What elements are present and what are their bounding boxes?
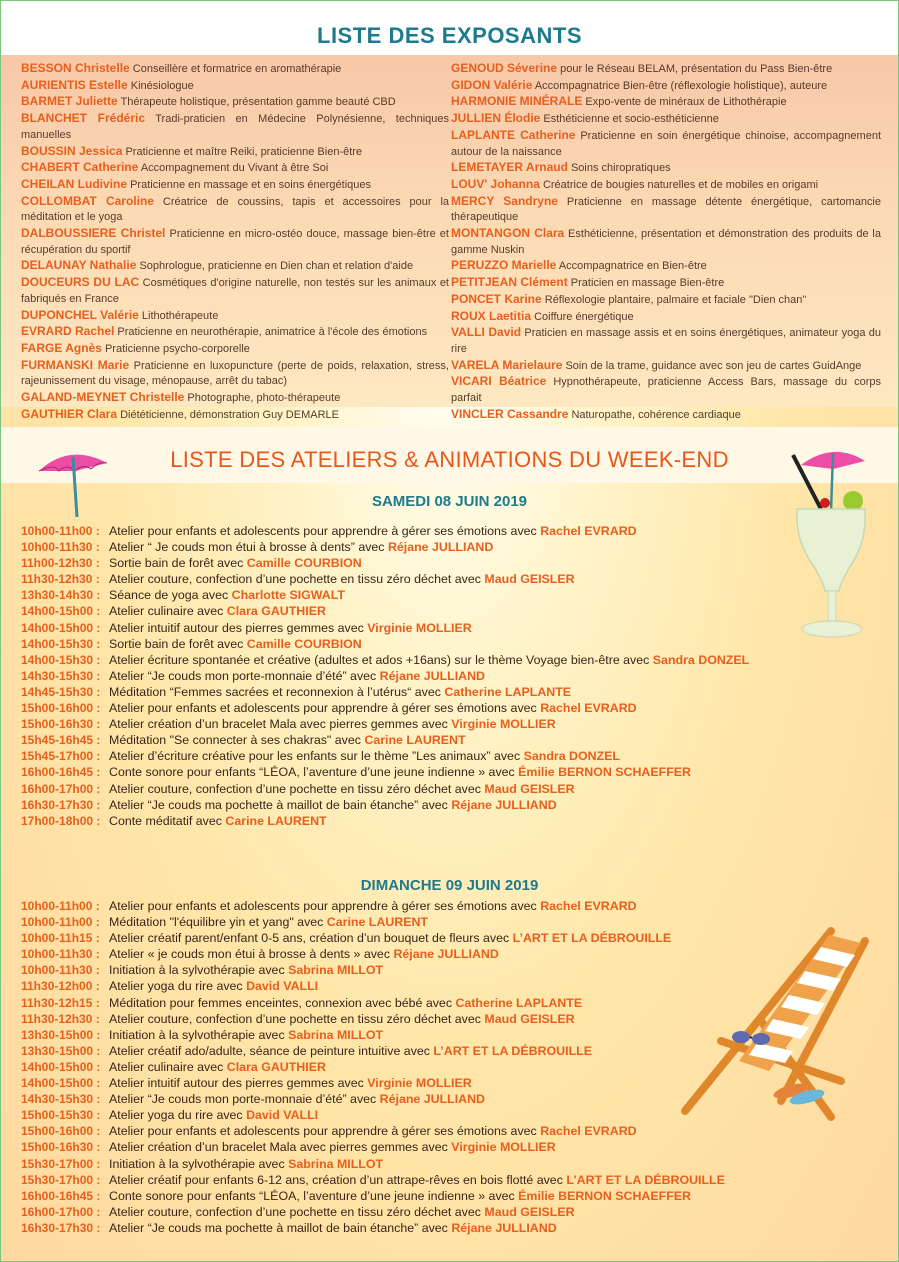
- exposant-entry: [451, 94, 881, 111]
- schedule-person: Réjane JULLIAND: [451, 797, 557, 812]
- schedule-time: 16h00-17h00 :: [21, 1204, 101, 1219]
- schedule-time: 11h30-12h15 :: [21, 995, 100, 1010]
- schedule-time: 10h00-11h00 :: [21, 915, 100, 930]
- schedule-activity: Méditation "Se connecter à ses chakras" avec: [109, 733, 365, 748]
- exposant-entry: [451, 309, 881, 326]
- schedule-activity: Atelier yoga du rire avec: [109, 1108, 247, 1123]
- schedule-activity: Atelier couture, confection d’une pochette en tissu zéro déchet avec: [109, 1011, 485, 1026]
- schedule-time: 15h00-16h30 :: [21, 717, 101, 732]
- exposant-entry: [451, 111, 881, 128]
- schedule-person: Carine LAURENT: [225, 813, 327, 828]
- exposant-entry: [21, 226, 449, 258]
- exposant-entry: [451, 177, 881, 194]
- schedule-activity: Sortie bain de forêt avec: [109, 556, 247, 571]
- exposant-description: pour le Réseau BELAM, présentation du Pass Bien-être: [560, 63, 833, 75]
- exposant-entry: [21, 61, 449, 78]
- schedule-row: [21, 1172, 891, 1188]
- schedule-time: 10h00-11h00 :: [21, 524, 100, 538]
- exposant-name: DUPONCHEL Valérie: [21, 307, 139, 322]
- schedule-row: [21, 587, 891, 603]
- exposant-entry: [21, 324, 449, 341]
- schedule-person: Sabrina MILLOT: [288, 1156, 384, 1171]
- schedule-person: Catherine LAPLANTE: [455, 995, 583, 1010]
- exposant-name: VINCLER Cassandre: [451, 406, 569, 421]
- exposants-title: LISTE DES EXPOSANTS: [317, 23, 582, 48]
- schedule-person: Clara GAUTHIER: [226, 1059, 326, 1074]
- schedule-time: 11h30-12h30 :: [21, 1011, 100, 1026]
- schedule-person: Catherine LAPLANTE: [444, 684, 572, 699]
- exposant-entry: [451, 226, 881, 258]
- schedule-time: 10h00-11h00 :: [21, 899, 100, 913]
- schedule-row: [21, 668, 891, 684]
- schedule-activity: Atelier pour enfants et adolescents pour apprendre à gérer ses émotions avec: [109, 1124, 541, 1139]
- schedule-activity: Atelier yoga du rire avec: [109, 979, 247, 994]
- exposant-entry: [451, 128, 881, 160]
- schedule-time: 15h00-15h30 :: [21, 1108, 101, 1123]
- exposant-entry: [21, 258, 449, 275]
- exposant-description: Lithothérapeute: [141, 309, 219, 322]
- schedule-activity: Atelier couture, confection d’une pochette en tissu zéro déchet avec: [109, 572, 485, 587]
- schedule-person: Camille COURBION: [246, 636, 362, 651]
- schedule-person: Virginie MOLLIER: [451, 717, 556, 732]
- schedule-activity: Initiation à la sylvothérapie avec: [109, 963, 289, 978]
- schedule-activity: Atelier création d’un bracelet Mala avec pierres gemmes avec: [109, 1140, 452, 1155]
- schedule-time: 14h00-15h00 :: [21, 604, 101, 619]
- schedule-row: [21, 732, 891, 748]
- exposant-entry: [21, 94, 449, 111]
- schedule-row: [21, 555, 891, 571]
- exposant-description: Créatrice de coussins, tapis et accessoires pour la méditation et le yoga: [21, 195, 450, 224]
- schedule-person: Maud GEISLER: [484, 572, 575, 587]
- samedi-schedule: [21, 523, 891, 829]
- schedule-time: 11h30-12h30 :: [21, 572, 100, 587]
- exposant-name: MERCY Sandryne: [451, 193, 558, 208]
- schedule-time: 15h00-16h00 :: [21, 701, 101, 716]
- schedule-activity: Atelier intuitif autour des pierres gemmes avec: [109, 620, 368, 635]
- schedule-time: 15h00-16h30 :: [21, 1140, 101, 1155]
- schedule-time: 16h00-17h00 :: [21, 781, 101, 796]
- schedule-row: [21, 1139, 891, 1155]
- exposant-name: GENOUD Séverine: [451, 61, 558, 75]
- schedule-time: 11h00-12h30 :: [21, 556, 100, 571]
- exposant-entry: [451, 194, 881, 226]
- exposant-description: Hypnothérapeute, praticienne Access Bars, massage du corps parfait: [451, 376, 881, 405]
- schedule-person: Sandra DONZEL: [523, 749, 620, 764]
- schedule-row: [21, 636, 891, 652]
- schedule-time: 16h30-17h30 :: [21, 1220, 101, 1235]
- exposant-name: LAPLANTE Catherine: [451, 127, 576, 142]
- schedule-activity: Atelier culinaire avec: [109, 604, 227, 619]
- schedule-person: Virginie MOLLIER: [451, 1140, 556, 1155]
- schedule-time: 16h30-17h30 :: [21, 797, 101, 812]
- schedule-time: 14h30-15h30 :: [21, 668, 101, 683]
- exposant-entry: [21, 275, 449, 307]
- exposants-left-column: [21, 61, 449, 423]
- exposant-name: GAUTHIER Clara: [21, 406, 118, 421]
- exposant-entry: [21, 358, 449, 390]
- exposant-description: Cosmétiques d'origine naturelle, non testés sur les animaux et fabriqués en France: [21, 277, 449, 305]
- schedule-row: [21, 603, 891, 619]
- exposant-entry: [21, 144, 449, 161]
- schedule-person: Réjane JULLIAND: [379, 668, 486, 683]
- schedule-activity: Atelier d’écriture créative pour les enfants sur le thème ”Les animaux” avec: [109, 749, 524, 764]
- exposant-description: Accompagnement du Vivant à être Soi: [140, 162, 329, 175]
- deckchair-icon: [661, 921, 881, 1121]
- exposant-entry: [451, 358, 881, 375]
- schedule-person: Rachel EVRARD: [540, 899, 637, 913]
- exposant-description: Praticien en massage assis et en soins énergétiques, animateur yoga du rire: [451, 327, 881, 355]
- exposant-name: CHEILAN Ludivine: [21, 176, 128, 191]
- schedule-person: Émilie BERNON SCHAEFFER: [518, 1188, 691, 1203]
- exposant-description: Sophrologue, praticienne en Dien chan et relation d'aide: [139, 260, 414, 273]
- exposant-name: MONTANGON Clara: [451, 226, 565, 241]
- exposant-description: Esthéticienne et socio-esthéticienne: [543, 113, 719, 126]
- exposant-name: COLLOMBAT Caroline: [21, 193, 154, 208]
- exposant-name: BOUSSIN Jessica: [21, 143, 123, 158]
- exposant-name: BESSON Christelle: [21, 61, 130, 75]
- schedule-time: 10h00-11h30 :: [21, 540, 100, 555]
- schedule-row: [21, 748, 891, 764]
- schedule-activity: Conte méditatif avec: [109, 813, 226, 828]
- exposant-description: Créatrice de bougies naturelles et de mobiles en origami: [542, 178, 819, 191]
- schedule-row: [21, 764, 891, 780]
- schedule-activity: Initiation à la sylvothérapie avec: [109, 1027, 289, 1042]
- schedule-row: [21, 620, 891, 636]
- dimanche-title: DIMANCHE 09 JUIN 2019: [360, 877, 539, 894]
- schedule-activity: Atelier créatif pour enfants 6-12 ans, création d’un attrape-rêves en bois flotté avec: [109, 1172, 567, 1187]
- schedule-person: Sabrina MILLOT: [288, 1027, 384, 1042]
- schedule-person: Rachel EVRARD: [540, 701, 637, 716]
- exposant-name: PONCET Karine: [451, 291, 542, 306]
- schedule-row: [21, 1204, 891, 1220]
- exposant-name: VALLI David: [451, 325, 522, 340]
- exposant-description: Conseillère et formatrice en aromathérapie: [132, 63, 342, 75]
- exposant-description: Praticienne en micro-ostéo douce, massage bien-être et récupération du sportif: [21, 228, 449, 256]
- exposant-name: HARMONIE MINÉRALE: [451, 94, 583, 109]
- exposant-description: Soin de la trame, guidance avec son jeu de cartes GuidAnge: [565, 359, 862, 372]
- exposant-name: GALAND-MEYNET Christelle: [21, 390, 185, 405]
- exposant-description: Kinésiologue: [130, 79, 194, 92]
- exposant-description: Thérapeute holistique, présentation gamme beauté CBD: [120, 96, 396, 109]
- schedule-row: [21, 652, 891, 668]
- schedule-person: Charlotte SIGWALT: [231, 588, 345, 603]
- schedule-activity: Atelier “Je couds ma pochette à maillot de bain étanche” avec: [109, 1220, 452, 1235]
- exposant-description: Praticienne psycho-corporelle: [104, 342, 250, 355]
- exposant-entry: [451, 374, 881, 406]
- exposant-description: Accompagnatrice en Bien-être: [558, 260, 707, 273]
- schedule-activity: Sortie bain de forêt avec: [109, 636, 247, 651]
- schedule-time: 17h00-18h00 :: [21, 813, 101, 828]
- exposant-name: EVRARD Rachel: [21, 324, 115, 339]
- schedule-row: [21, 700, 891, 716]
- exposant-description: Photographe, photo-thérapeute: [187, 392, 341, 405]
- schedule-person: Réjane JULLIAND: [451, 1220, 557, 1235]
- schedule-person: Sabrina MILLOT: [288, 963, 384, 978]
- exposant-entry: [21, 341, 449, 358]
- exposant-entry: [451, 275, 881, 292]
- schedule-time: 14h00-15h30 :: [21, 652, 101, 667]
- schedule-time: 14h00-15h30 :: [21, 636, 101, 651]
- schedule-person: Carine LAURENT: [326, 915, 428, 930]
- schedule-activity: Méditation pour femmes enceintes, connexion avec bébé avec: [109, 995, 456, 1010]
- exposant-name: LOUV' Johanna: [451, 176, 540, 191]
- schedule-person: Maud GEISLER: [484, 1011, 575, 1026]
- exposant-entry: [451, 258, 881, 275]
- schedule-time: 15h45-16h45 :: [21, 733, 101, 748]
- schedule-person: L’ART ET LA DÉBROUILLE: [566, 1172, 725, 1187]
- exposant-description: Coiffure énergétique: [534, 310, 634, 323]
- schedule-time: 15h45-17h00 :: [21, 749, 101, 764]
- schedule-activity: Atelier “Je couds mon porte-monnaie d’été” avec: [109, 668, 380, 683]
- schedule-person: David VALLI: [246, 1108, 319, 1123]
- exposant-description: Soins chiropratiques: [570, 162, 671, 175]
- exposant-name: BARMET Juliette: [21, 94, 118, 109]
- schedule-activity: Atelier pour enfants et adolescents pour apprendre à gérer ses émotions avec: [109, 899, 541, 913]
- exposant-entry: [21, 390, 449, 407]
- schedule-activity: Atelier intuitif autour des pierres gemmes avec: [109, 1076, 368, 1091]
- schedule-time: 10h00-11h30 :: [21, 963, 100, 978]
- schedule-time: 13h30-14h30 :: [21, 588, 101, 603]
- exposant-description: Praticienne en neurothérapie, animatrice à l'école des émotions: [117, 326, 428, 339]
- exposant-entry: [21, 111, 449, 143]
- schedule-time: 14h00-15h00 :: [21, 620, 101, 635]
- schedule-person: David VALLI: [246, 979, 319, 994]
- schedule-activity: Atelier “Je couds mon porte-monnaie d’été” avec: [109, 1092, 380, 1107]
- schedule-time: 14h00-15h00 :: [21, 1059, 101, 1074]
- exposant-description: Praticien en massage Bien-être: [570, 277, 725, 290]
- schedule-activity: Atelier “ Je couds mon étui à brosse à dents” avec: [109, 540, 388, 555]
- schedule-time: 15h30-17h00 :: [21, 1156, 101, 1171]
- schedule-person: Réjane JULLIAND: [387, 540, 494, 555]
- schedule-activity: Atelier créatif parent/enfant 0-5 ans, création d’un bouquet de fleurs avec: [109, 931, 513, 946]
- schedule-person: Maud GEISLER: [484, 1204, 575, 1219]
- exposant-name: CHABERT Catherine: [21, 160, 139, 175]
- exposant-name: DELAUNAY Nathalie: [21, 258, 137, 273]
- schedule-row: [21, 1123, 891, 1139]
- schedule-activity: Méditation “Femmes sacrées et reconnexion à l’utérus“ avec: [109, 684, 445, 699]
- exposant-description: Expo-vente de minéraux de Lithothérapie: [585, 96, 787, 109]
- schedule-person: L’ART ET LA DÉBROUILLE: [433, 1043, 592, 1058]
- exposant-entry: [451, 160, 881, 177]
- exposant-name: GIDON Valérie: [451, 77, 533, 92]
- exposant-description: Esthéticienne, présentation et démonstration des produits de la gamme Nuskin: [451, 228, 881, 256]
- schedule-person: Clara GAUTHIER: [226, 604, 326, 619]
- schedule-activity: Atelier culinaire avec: [109, 1059, 227, 1074]
- exposant-entry: [21, 78, 449, 95]
- schedule-row: [21, 1156, 891, 1172]
- exposant-description: Praticienne en massage et en soins énergétiques: [130, 178, 372, 191]
- schedule-activity: Conte sonore pour enfants “LÉOA, l’aventure d’une jeune indienne » avec: [109, 765, 519, 780]
- schedule-time: 11h30-12h00 :: [21, 979, 100, 994]
- schedule-person: Rachel EVRARD: [540, 1124, 637, 1139]
- schedule-activity: Méditation "l'équilibre yin et yang" avec: [109, 915, 327, 930]
- schedule-activity: Séance de yoga avec: [109, 588, 232, 603]
- exposant-name: AURIENTIS Estelle: [21, 77, 128, 92]
- schedule-activity: Atelier « je couds mon étui à brosse à dents » avec: [109, 947, 394, 962]
- schedule-row: [21, 1220, 891, 1236]
- schedule-time: 14h45-15h30 :: [21, 684, 101, 699]
- schedule-activity: Atelier pour enfants et adolescents pour apprendre à gérer ses émotions avec: [109, 524, 541, 538]
- schedule-time: 16h00-16h45 :: [21, 1188, 101, 1203]
- schedule-activity: Initiation à la sylvothérapie avec: [109, 1156, 289, 1171]
- exposant-entry: [21, 160, 449, 177]
- exposant-description: Diététicienne, démonstration Guy DEMARLE: [120, 408, 339, 421]
- exposant-description: Praticienne en soin énergétique chinoise, accompagnement autour de la naissance: [451, 129, 881, 158]
- schedule-row: [21, 716, 891, 732]
- schedule-person: Maud GEISLER: [484, 781, 575, 796]
- schedule-activity: Atelier création d’un bracelet Mala avec pierres gemmes avec: [109, 717, 452, 732]
- exposant-name: PERUZZO Marielle: [451, 258, 557, 273]
- schedule-time: 10h00-11h15 :: [21, 931, 100, 946]
- exposant-description: Tradi-praticien en Médecine Polynésienne, techniques manuelles: [21, 113, 449, 141]
- exposant-description: Réflexologie plantaire, palmaire et faciale "Dien chan": [544, 293, 807, 306]
- schedule-row: [21, 781, 891, 797]
- exposant-description: Praticienne et maître Reiki, praticienne Bien-être: [125, 145, 363, 158]
- schedule-person: L’ART ET LA DÉBROUILLE: [512, 931, 672, 946]
- exposant-name: FARGE Agnès: [21, 340, 102, 355]
- exposant-name: DOUCEURS DU LAC: [21, 275, 140, 290]
- exposant-entry: [451, 407, 881, 424]
- exposant-entry: [21, 308, 449, 325]
- schedule-activity: Atelier couture, confection d’une pochette en tissu zéro déchet avec: [109, 1204, 485, 1219]
- schedule-person: Émilie BERNON SCHAEFFER: [518, 765, 691, 780]
- exposant-entry: [451, 61, 881, 78]
- exposant-description: Naturopathe, cohérence cardiaque: [571, 408, 741, 421]
- schedule-activity: Atelier couture, confection d’une pochette en tissu zéro déchet avec: [109, 781, 485, 796]
- exposant-name: ROUX Laetitia: [451, 308, 532, 323]
- schedule-activity: Atelier écriture spontanée et créative (adultes et ados +16ans) sur le thème Voyage bien-être avec: [109, 652, 653, 667]
- exposant-description: Praticienne en massage détente énergétique, cartomancie thérapeutique: [451, 195, 881, 224]
- exposant-name: DALBOUSSIERE Christel: [21, 226, 166, 241]
- exposant-name: FURMANSKI Marie: [21, 357, 130, 372]
- exposant-description: Praticienne en luxopuncture (perte de poids, relaxation, stress, rajeunissement du visage, ménopause, arrêt du tabac): [21, 359, 449, 388]
- schedule-row: [21, 797, 891, 813]
- exposant-name: JULLIEN Élodie: [451, 111, 541, 126]
- exposant-name: BLANCHET Frédéric: [21, 111, 146, 126]
- schedule-person: Virginie MOLLIER: [367, 620, 472, 635]
- schedule-time: 10h00-11h30 :: [21, 947, 100, 962]
- schedule-row: [21, 539, 891, 555]
- schedule-time: 13h30-15h00 :: [21, 1043, 101, 1058]
- exposant-entry: [451, 325, 881, 357]
- exposant-entry: [451, 78, 881, 95]
- schedule-row: [21, 684, 891, 700]
- exposant-entry: [451, 292, 881, 309]
- exposant-name: VARELA Marielaure: [451, 357, 563, 372]
- schedule-row: [21, 898, 891, 914]
- schedule-time: 16h00-16h45 :: [21, 765, 101, 780]
- schedule-time: 15h30-17h00 :: [21, 1172, 101, 1187]
- schedule-time: 14h30-15h30 :: [21, 1092, 101, 1107]
- schedule-person: Carine LAURENT: [364, 733, 466, 748]
- schedule-activity: Conte sonore pour enfants “LÉOA, l’aventure d’une jeune indienne » avec: [109, 1188, 519, 1203]
- schedule-row: [21, 813, 891, 829]
- schedule-row: [21, 571, 891, 587]
- schedule-activity: Atelier créatif ado/adulte, séance de peinture intuitive avec: [109, 1043, 434, 1058]
- ateliers-title: LISTE DES ATELIERS & ANIMATIONS DU WEEK-END: [170, 447, 729, 472]
- exposant-description: Accompagnatrice Bien-être (réflexologie holistique), auteure: [534, 79, 828, 92]
- schedule-person: Réjane JULLIAND: [379, 1092, 486, 1107]
- schedule-activity: Atelier pour enfants et adolescents pour apprendre à gérer ses émotions avec: [109, 701, 541, 716]
- schedule-time: 15h00-16h00 :: [21, 1124, 101, 1139]
- exposant-name: PETITJEAN Clément: [451, 275, 568, 290]
- schedule-row: [21, 523, 891, 539]
- exposant-name: VICARI Béatrice: [451, 374, 547, 389]
- schedule-person: Camille COURBION: [246, 556, 362, 571]
- schedule-person: Virginie MOLLIER: [367, 1076, 472, 1091]
- exposant-entry: [21, 407, 449, 424]
- schedule-time: 13h30-15h00 :: [21, 1027, 101, 1042]
- samedi-title: SAMEDI 08 JUIN 2019: [371, 493, 528, 510]
- schedule-person: Sandra DONZEL: [652, 652, 750, 667]
- schedule-person: Rachel EVRARD: [540, 524, 637, 538]
- schedule-time: 14h00-15h00 :: [21, 1076, 101, 1091]
- exposant-entry: [21, 194, 449, 226]
- exposant-name: LEMETAYER Arnaud: [451, 160, 568, 175]
- schedule-activity: Atelier “Je couds ma pochette à maillot de bain étanche” avec: [109, 797, 452, 812]
- schedule-person: Réjane JULLIAND: [393, 947, 499, 962]
- exposants-right-column: [451, 61, 881, 423]
- exposant-entry: [21, 177, 449, 194]
- schedule-row: [21, 1188, 891, 1204]
